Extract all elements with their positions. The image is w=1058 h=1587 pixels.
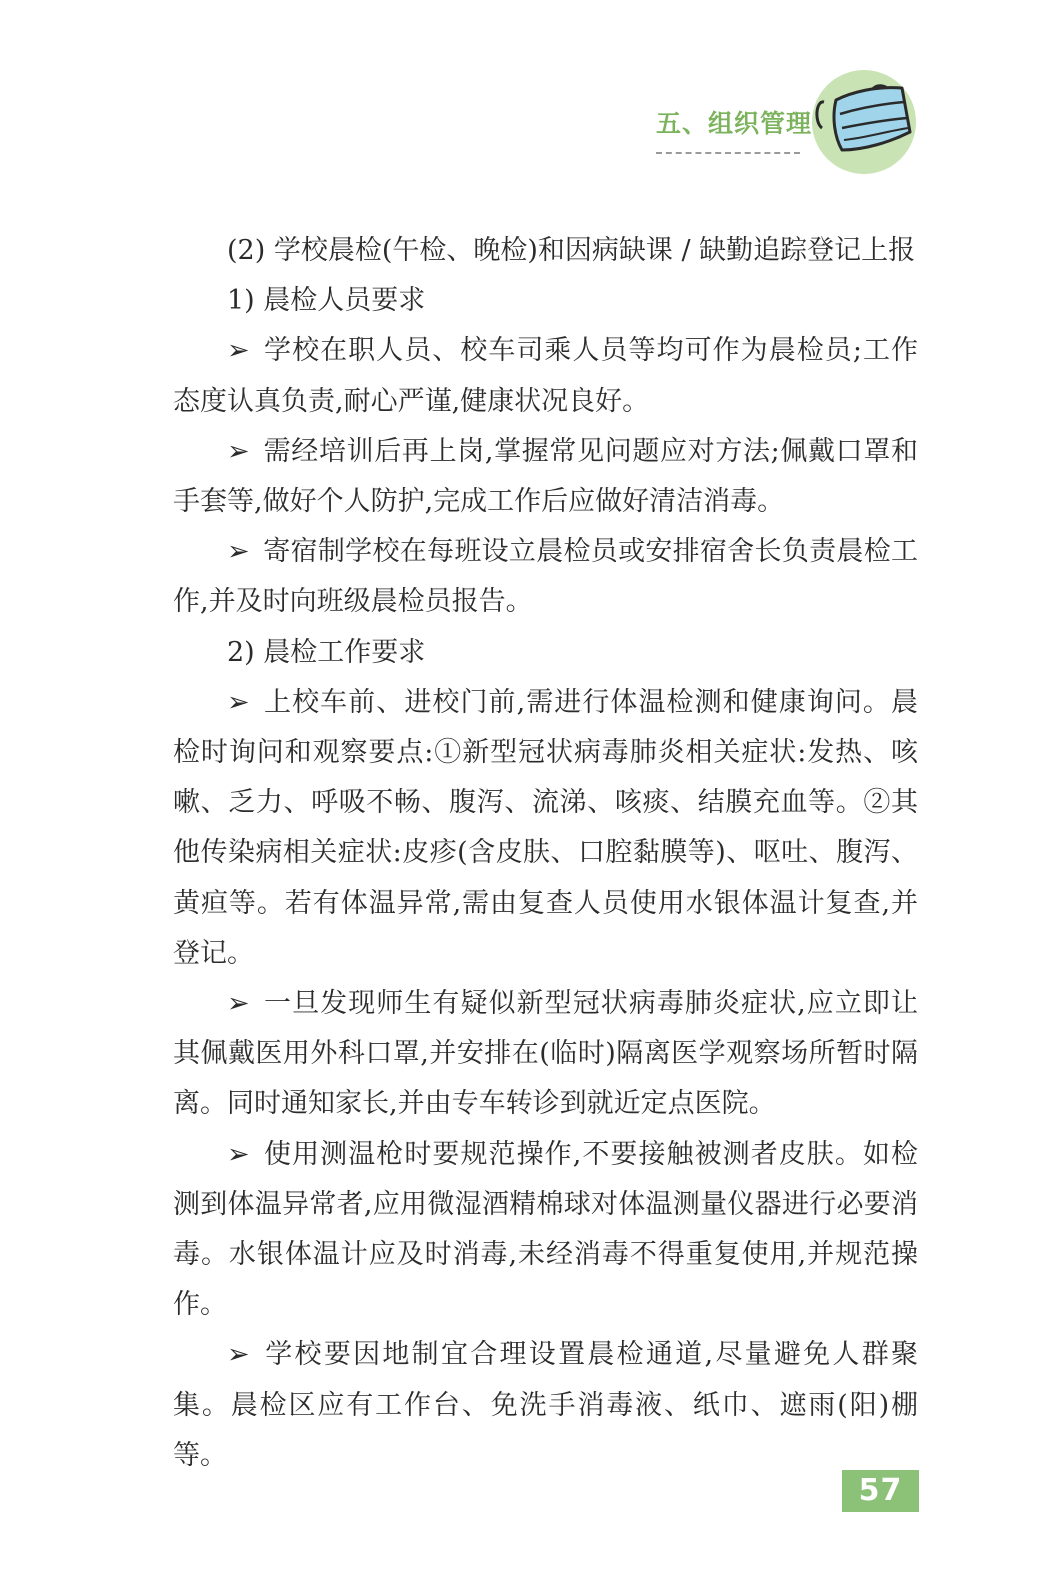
bullet-paragraph: ➢ 需经培训后再上岗,掌握常见问题应对方法;佩戴口罩和手套等,做好个人防护,完成工作后应做好清洁消毒。	[173, 427, 918, 527]
bullet-paragraph: ➢ 学校要因地制宜合理设置晨检通道,尽量避免人群聚集。晨检区应有工作台、免洗手消毒液、纸巾、遮雨(阳)棚等。	[173, 1330, 918, 1481]
bullet-paragraph: ➢ 上校车前、进校门前,需进行体温检测和健康询问。晨检时询问和观察要点:①新型冠状病毒肺炎相关症状:发热、咳嗽、乏力、呼吸不畅、腹泻、流涕、咳痰、结膜充血等。②其他传染病相关症状:皮疹(含皮肤、口腔黏膜等)、呕吐、腹泻、黄疸等。若有体温异常,需由复查人员使用水银体温计复查,并登记。	[173, 678, 918, 979]
arrow-bullet-icon: ➢	[227, 536, 250, 568]
item-heading-2: 2) 晨检工作要求	[227, 636, 426, 668]
running-header	[600, 70, 940, 180]
arrow-bullet-icon: ➢	[227, 686, 250, 718]
bullet-paragraph: ➢ 一旦发现师生有疑似新型冠状病毒肺炎症状,应立即让其佩戴医用外科口罩,并安排在(临时)隔离医学观察场所暂时隔离。同时通知家长,并由专车转诊到就近定点医院。	[173, 979, 918, 1130]
arrow-bullet-icon: ➢	[227, 988, 250, 1020]
bullet-paragraph: ➢ 寄宿制学校在每班设立晨检员或安排宿舍长负责晨检工作,并及时向班级晨检员报告。	[173, 527, 918, 627]
arrow-bullet-icon: ➢	[227, 1138, 250, 1170]
section-title: 五、组织管理	[656, 109, 813, 138]
subsection-heading: (2) 学校晨检(午检、晚检)和因病缺课 / 缺勤追踪登记上报	[227, 235, 916, 266]
bullet-paragraph: ➢ 使用测温枪时要规范操作,不要接触被测者皮肤。如检测到体温异常者,应用微湿酒精棉球对体温测量仪器进行必要消毒。水银体温计应及时消毒,未经消毒不得重复使用,并规范操作。	[173, 1130, 918, 1331]
surgical-mask-icon	[812, 70, 916, 174]
arrow-bullet-icon: ➢	[227, 335, 250, 367]
item-heading-1: 1) 晨检人员要求	[227, 285, 426, 317]
page-number: 57	[842, 1470, 919, 1512]
header-dashed-divider	[656, 152, 800, 154]
body-text	[173, 226, 918, 1481]
arrow-bullet-icon: ➢	[227, 1339, 250, 1371]
bullet-paragraph: ➢ 学校在职人员、校车司乘人员等均可作为晨检员;工作态度认真负责,耐心严谨,健康状况良好。	[173, 326, 918, 426]
arrow-bullet-icon: ➢	[227, 435, 250, 467]
